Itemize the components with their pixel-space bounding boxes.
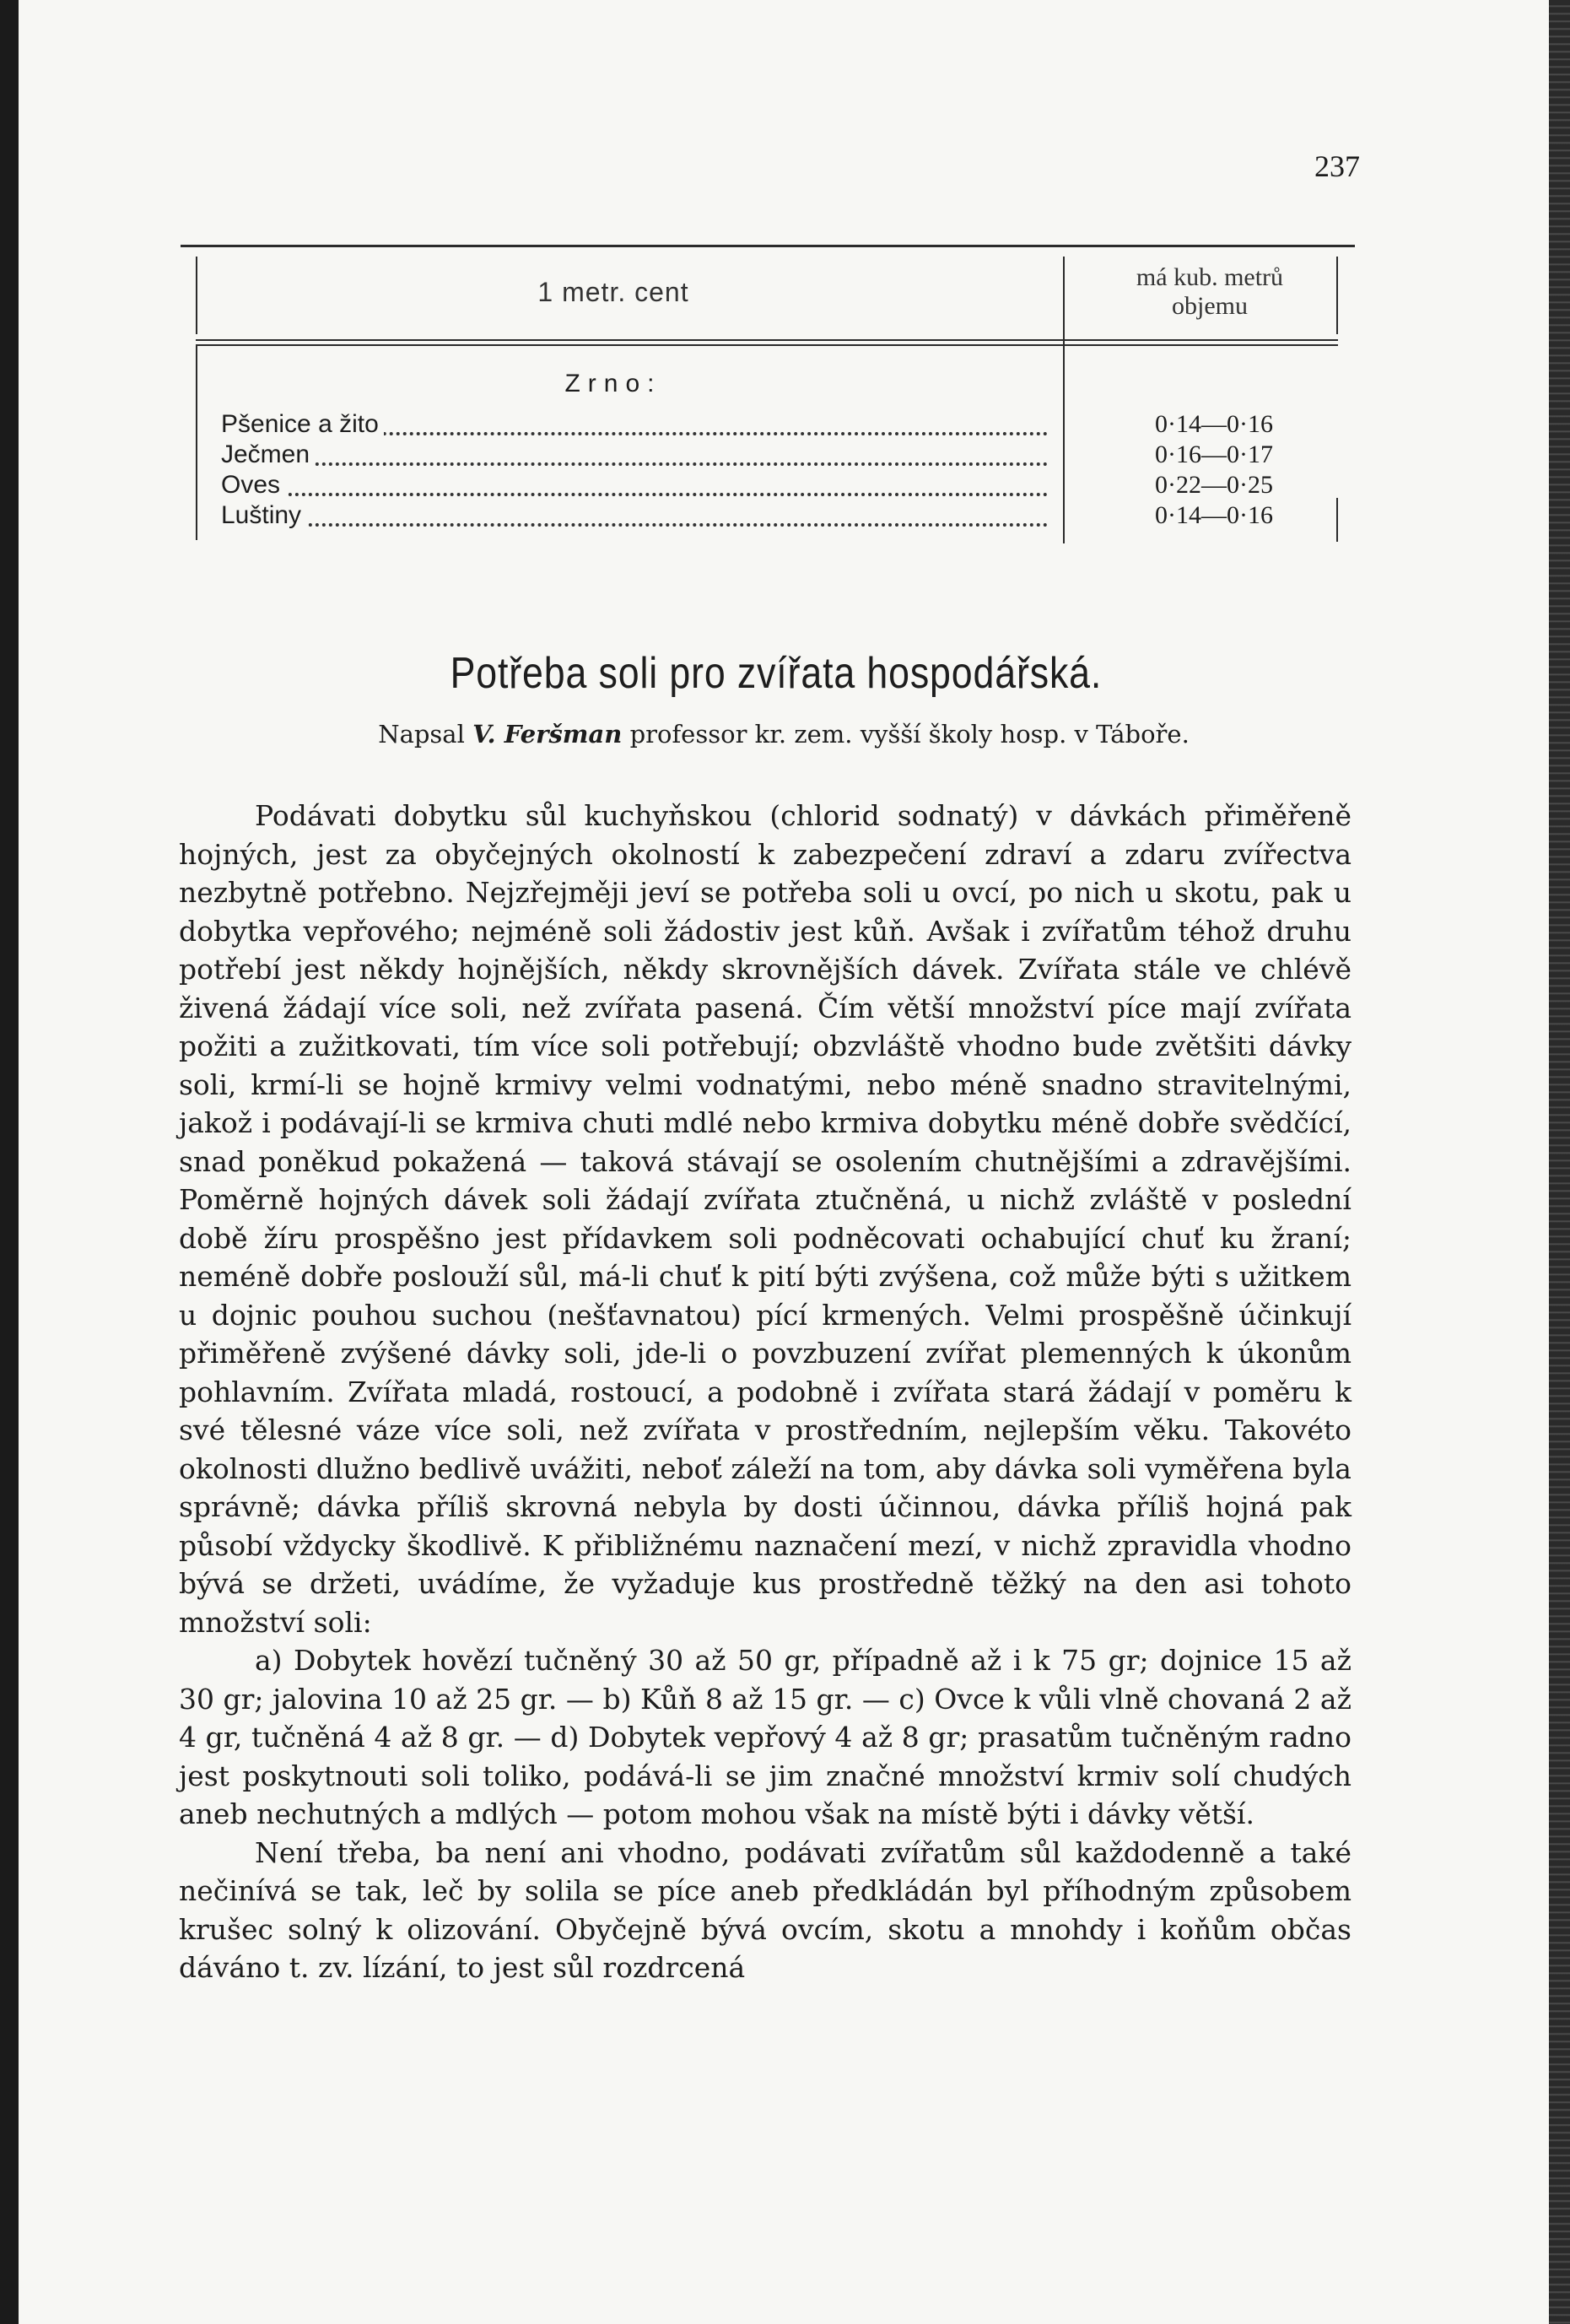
- paragraph: Není třeba, ba není ani vhodno, podávati zvířatům sůl každodenně a také nečinívá se tak, leč by solila se píce aneb předkládán byl příhodným způsobem krušec solný k olizování. Obyčejně bývá ovcím, skotu a mnohdy i koňům občas dáváno t. zv. lízání, to jest sůl rozdrcená: [179, 1835, 1351, 1984]
- table-right-border: [1336, 498, 1338, 542]
- table-header-right-line1: má kub. metrů: [1136, 263, 1284, 291]
- table-header-right-line2: objemu: [1172, 292, 1248, 320]
- table-row-value: 0·14—0·16: [1155, 501, 1273, 529]
- article-title: Potřeba soli pro zvířata hospodářská.: [450, 649, 1103, 698]
- byline: [19, 720, 1549, 749]
- table-row-value: 0·22—0·25: [1155, 471, 1273, 499]
- table-row-label: Ječmen: [221, 440, 315, 468]
- scan-edge: [1549, 0, 1570, 2324]
- table-row-value: 0·14—0·16: [1155, 410, 1273, 438]
- table-row: [221, 440, 1065, 471]
- table-row-label: Oves: [221, 471, 285, 499]
- page-number: 237: [1314, 149, 1360, 183]
- table-row-label: Pšenice a žito: [221, 410, 384, 438]
- table-header-rule-1: [196, 339, 1338, 341]
- table-section-label: Zrno:: [564, 370, 662, 397]
- table-row: [221, 501, 1065, 532]
- article-body: [179, 797, 1351, 1987]
- byline-prefix: Napsal: [378, 720, 465, 749]
- paragraph: a) Dobytek hovězí tučněný 30 až 50 gr, případně až i k 75 gr; dojnice 15 až 30 gr; jalovina 10 až 25 gr. — b) Kůň 8 až 15 gr. — c) Ovce k vůli vlně chovaná 2 až 4 gr, tučněná 4 až 8 gr. — d) Dobytek vepřový 4 až 8 gr; prasatům tučněným radno jest poskytnouti soli toliko, podává-li se jim značné množství krmiv solí chudých aneb nechutných a mdlých — potom mohou však na místě býti i dávky větší.: [179, 1644, 1351, 1830]
- table-row: [221, 471, 1065, 501]
- table-header-left: 1 metr. cent: [537, 277, 689, 307]
- table-header-rule-2: [196, 344, 1338, 346]
- table-header-right: [1066, 263, 1353, 321]
- byline-author: V. Feršman: [472, 720, 623, 749]
- table-top-rule: [181, 245, 1355, 247]
- table-row-value: 0·16—0·17: [1155, 440, 1273, 468]
- table-row: [221, 410, 1065, 440]
- volume-table: [164, 245, 1355, 559]
- paragraph: Podávati dobytku sůl kuchyňskou (chlorid sodnatý) v dávkách přiměřeně hojných, jest za obyčejných okolností k zabezpečení zdraví a zdaru zvířectva nezbytně potřebno. Nejzřejměji jeví se potřeba soli u ovcí, po nich u skotu, pak u dobytka vepřového; nejméně soli žádostiv jest kůň. Avšak i zvířatům téhož druhu potřebí jest někdy hojnějších, někdy skrovnějších dávek. Zvířata stále ve chlévě živená žádají více soli, než zvířata pasená. Čím větší množství píce mají zvířata požiti a zužitkovati, tím více soli potřebují; obzvláště vhodno bude zvětšiti dávky soli, krmí-li se hojně krmivy velmi vodnatými, nebo méně snadno stravitelnými, jakož i podávají-li se krmiva chuti mdlé nebo krmiva dobytku méně dobře svědčící, snad poněkud pokažená — taková stávají se osolením chutnějšími a zdravějšími. Poměrně hojných dávek soli žádají zvířata ztučněná, u nichž zvláště v poslední době žíru prospěšno jest přídavkem soli podněcovati ochabující chuť ku žraní; neméně dobře poslouží sůl, má-li chuť k pití býti zvýšena, což může býti s užitkem u dojnic pouhou suchou (nešťavnatou) pící krmených. Velmi prospěšně účinkují přiměřeně zvýšené dávky soli, jde-li o povzbuzení zvířat plemenných k úkonům pohlavním. Zvířata mladá, rostoucí, a podobně i zvířata stará žádají v poměru k své tělesné váze více soli, než zvířata v prostředním, nejlepším věku. Takovéto okolnosti dlužno bedlivě uvážiti, neboť záleží na tom, aby dávka soli vyměřena byla správně; dávka příliš skrovná nebyla by dosti účinnou, dávka příliš hojná pak působí vždycky škodlivě. K přibližnému naznačení mezí, v nichž zpravidla vhodno bývá se držeti, uvádíme, že vyžaduje kus prostředně těžký na den asi tohoto množství soli:: [179, 799, 1351, 1639]
- table-row-label: Luštiny: [221, 501, 306, 529]
- byline-affiliation: professor kr. zem. vyšší školy hosp. v Táboře.: [629, 720, 1190, 749]
- document-page: [19, 0, 1549, 2324]
